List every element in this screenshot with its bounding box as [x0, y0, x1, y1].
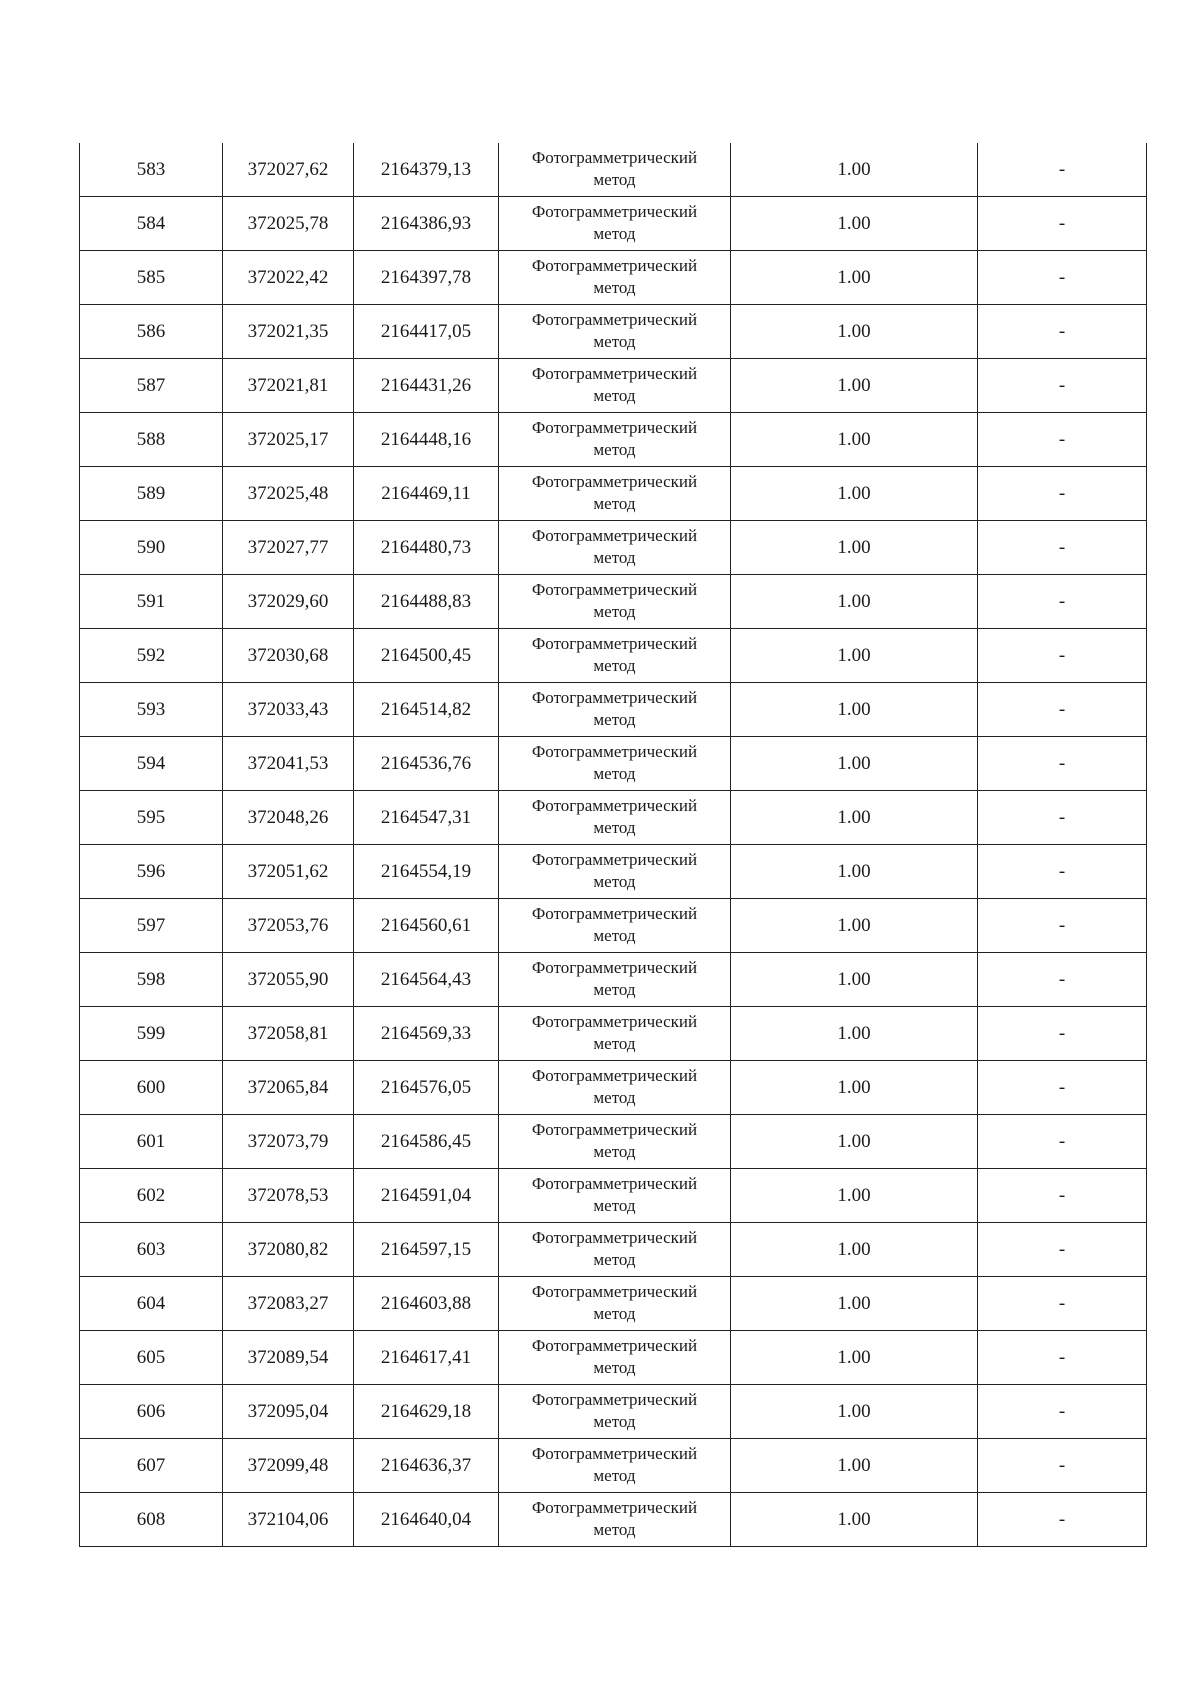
method-line-1: Фотограмметрический [531, 147, 698, 167]
point-number-cell: 597 [80, 899, 223, 953]
y-coordinate-cell: 2164536,76 [354, 737, 499, 791]
table-row [80, 143, 1147, 197]
x-coordinate-cell: 372033,43 [223, 683, 354, 737]
accuracy-cell: 1.00 [731, 1007, 978, 1061]
table-row [80, 1169, 1147, 1223]
description-cell: - [978, 1493, 1147, 1547]
y-coordinate-cell: 2164469,11 [354, 467, 499, 521]
y-coordinate-cell: 2164500,45 [354, 629, 499, 683]
method-cell [499, 359, 731, 413]
method-line-1: Фотограмметрический [531, 1227, 698, 1247]
y-coordinate-cell: 2164640,04 [354, 1493, 499, 1547]
method-line-1: Фотограмметрический [531, 1335, 698, 1355]
method-line-1: Фотограмметрический [531, 1011, 698, 1031]
x-coordinate-cell: 372058,81 [223, 1007, 354, 1061]
point-number-cell: 596 [80, 845, 223, 899]
accuracy-cell: 1.00 [731, 791, 978, 845]
description-cell: - [978, 1061, 1147, 1115]
method-cell [499, 1007, 731, 1061]
description-cell: - [978, 143, 1147, 197]
method-cell [499, 629, 731, 683]
method-line-2: метод [593, 925, 636, 945]
point-number-cell: 593 [80, 683, 223, 737]
x-coordinate-cell: 372029,60 [223, 575, 354, 629]
description-cell: - [978, 1439, 1147, 1493]
method-line-1: Фотограмметрический [531, 633, 698, 653]
y-coordinate-cell: 2164629,18 [354, 1385, 499, 1439]
y-coordinate-cell: 2164603,88 [354, 1277, 499, 1331]
accuracy-cell: 1.00 [731, 413, 978, 467]
point-number-cell: 591 [80, 575, 223, 629]
accuracy-cell: 1.00 [731, 305, 978, 359]
y-coordinate-cell: 2164564,43 [354, 953, 499, 1007]
description-cell: - [978, 575, 1147, 629]
method-line-2: метод [593, 1411, 636, 1431]
point-number-cell: 583 [80, 143, 223, 197]
method-cell [499, 197, 731, 251]
method-cell [499, 683, 731, 737]
x-coordinate-cell: 372025,78 [223, 197, 354, 251]
point-number-cell: 598 [80, 953, 223, 1007]
table-row [80, 197, 1147, 251]
x-coordinate-cell: 372053,76 [223, 899, 354, 953]
method-line-1: Фотограмметрический [531, 1119, 698, 1139]
point-number-cell: 587 [80, 359, 223, 413]
method-cell [499, 1277, 731, 1331]
table-row [80, 791, 1147, 845]
description-cell: - [978, 1385, 1147, 1439]
point-number-cell: 592 [80, 629, 223, 683]
method-cell [499, 467, 731, 521]
table-row [80, 683, 1147, 737]
table-row [80, 521, 1147, 575]
table-row [80, 1439, 1147, 1493]
accuracy-cell: 1.00 [731, 467, 978, 521]
x-coordinate-cell: 372083,27 [223, 1277, 354, 1331]
method-line-2: метод [593, 169, 636, 189]
accuracy-cell: 1.00 [731, 1115, 978, 1169]
accuracy-cell: 1.00 [731, 683, 978, 737]
method-line-1: Фотограмметрический [531, 957, 698, 977]
point-number-cell: 605 [80, 1331, 223, 1385]
accuracy-cell: 1.00 [731, 1385, 978, 1439]
y-coordinate-cell: 2164480,73 [354, 521, 499, 575]
method-line-1: Фотограмметрический [531, 903, 698, 923]
point-number-cell: 585 [80, 251, 223, 305]
accuracy-cell: 1.00 [731, 251, 978, 305]
method-line-2: метод [593, 1087, 636, 1107]
x-coordinate-cell: 372048,26 [223, 791, 354, 845]
y-coordinate-cell: 2164591,04 [354, 1169, 499, 1223]
accuracy-cell: 1.00 [731, 629, 978, 683]
x-coordinate-cell: 372073,79 [223, 1115, 354, 1169]
accuracy-cell: 1.00 [731, 359, 978, 413]
table-row [80, 1007, 1147, 1061]
description-cell: - [978, 1115, 1147, 1169]
point-number-cell: 606 [80, 1385, 223, 1439]
point-number-cell: 604 [80, 1277, 223, 1331]
accuracy-cell: 1.00 [731, 143, 978, 197]
method-line-1: Фотограмметрический [531, 687, 698, 707]
method-line-2: метод [593, 763, 636, 783]
method-cell [499, 1169, 731, 1223]
table-row [80, 1061, 1147, 1115]
table-row [80, 1223, 1147, 1277]
y-coordinate-cell: 2164431,26 [354, 359, 499, 413]
table-row [80, 467, 1147, 521]
method-line-2: метод [593, 1357, 636, 1377]
description-cell: - [978, 359, 1147, 413]
point-number-cell: 608 [80, 1493, 223, 1547]
point-number-cell: 584 [80, 197, 223, 251]
point-number-cell: 603 [80, 1223, 223, 1277]
accuracy-cell: 1.00 [731, 953, 978, 1007]
description-cell: - [978, 467, 1147, 521]
y-coordinate-cell: 2164417,05 [354, 305, 499, 359]
method-line-1: Фотограмметрический [531, 1389, 698, 1409]
table-row [80, 1115, 1147, 1169]
description-cell: - [978, 413, 1147, 467]
method-line-1: Фотограмметрический [531, 795, 698, 815]
method-line-2: метод [593, 1195, 636, 1215]
x-coordinate-cell: 372099,48 [223, 1439, 354, 1493]
method-cell [499, 1223, 731, 1277]
method-line-1: Фотограмметрический [531, 1173, 698, 1193]
method-cell [499, 791, 731, 845]
description-cell: - [978, 1277, 1147, 1331]
method-line-2: метод [593, 493, 636, 513]
description-cell: - [978, 737, 1147, 791]
description-cell: - [978, 629, 1147, 683]
method-line-2: метод [593, 1519, 636, 1539]
accuracy-cell: 1.00 [731, 899, 978, 953]
table-row [80, 1277, 1147, 1331]
method-line-1: Фотограмметрический [531, 309, 698, 329]
description-cell: - [978, 1331, 1147, 1385]
y-coordinate-cell: 2164386,93 [354, 197, 499, 251]
x-coordinate-cell: 372025,17 [223, 413, 354, 467]
point-number-cell: 586 [80, 305, 223, 359]
y-coordinate-cell: 2164488,83 [354, 575, 499, 629]
y-coordinate-cell: 2164514,82 [354, 683, 499, 737]
x-coordinate-cell: 372022,42 [223, 251, 354, 305]
point-number-cell: 588 [80, 413, 223, 467]
method-line-2: метод [593, 277, 636, 297]
table-row [80, 575, 1147, 629]
method-cell [499, 1115, 731, 1169]
x-coordinate-cell: 372025,48 [223, 467, 354, 521]
y-coordinate-cell: 2164576,05 [354, 1061, 499, 1115]
method-cell [499, 143, 731, 197]
x-coordinate-cell: 372095,04 [223, 1385, 354, 1439]
method-line-1: Фотограмметрический [531, 363, 698, 383]
x-coordinate-cell: 372080,82 [223, 1223, 354, 1277]
point-number-cell: 599 [80, 1007, 223, 1061]
x-coordinate-cell: 372027,62 [223, 143, 354, 197]
method-line-2: метод [593, 979, 636, 999]
method-cell [499, 1385, 731, 1439]
table-row [80, 845, 1147, 899]
x-coordinate-cell: 372030,68 [223, 629, 354, 683]
method-line-2: метод [593, 709, 636, 729]
method-line-2: метод [593, 1249, 636, 1269]
accuracy-cell: 1.00 [731, 1169, 978, 1223]
method-line-1: Фотограмметрический [531, 849, 698, 869]
method-line-2: метод [593, 655, 636, 675]
description-cell: - [978, 899, 1147, 953]
table-row [80, 899, 1147, 953]
coordinates-table-body [80, 143, 1147, 1547]
y-coordinate-cell: 2164636,37 [354, 1439, 499, 1493]
method-line-1: Фотограмметрический [531, 471, 698, 491]
method-cell [499, 413, 731, 467]
table-row [80, 305, 1147, 359]
method-line-2: метод [593, 871, 636, 891]
method-cell [499, 737, 731, 791]
y-coordinate-cell: 2164597,15 [354, 1223, 499, 1277]
y-coordinate-cell: 2164586,45 [354, 1115, 499, 1169]
method-line-1: Фотограмметрический [531, 1281, 698, 1301]
y-coordinate-cell: 2164617,41 [354, 1331, 499, 1385]
y-coordinate-cell: 2164554,19 [354, 845, 499, 899]
accuracy-cell: 1.00 [731, 197, 978, 251]
table-row [80, 953, 1147, 1007]
x-coordinate-cell: 372021,81 [223, 359, 354, 413]
description-cell: - [978, 791, 1147, 845]
method-line-2: метод [593, 1465, 636, 1485]
point-number-cell: 602 [80, 1169, 223, 1223]
accuracy-cell: 1.00 [731, 845, 978, 899]
method-line-2: метод [593, 817, 636, 837]
y-coordinate-cell: 2164379,13 [354, 143, 499, 197]
x-coordinate-cell: 372027,77 [223, 521, 354, 575]
accuracy-cell: 1.00 [731, 521, 978, 575]
accuracy-cell: 1.00 [731, 1493, 978, 1547]
method-line-2: метод [593, 385, 636, 405]
x-coordinate-cell: 372055,90 [223, 953, 354, 1007]
y-coordinate-cell: 2164547,31 [354, 791, 499, 845]
method-line-1: Фотограмметрический [531, 525, 698, 545]
method-line-2: метод [593, 601, 636, 621]
method-line-1: Фотограмметрический [531, 417, 698, 437]
x-coordinate-cell: 372021,35 [223, 305, 354, 359]
y-coordinate-cell: 2164560,61 [354, 899, 499, 953]
description-cell: - [978, 1169, 1147, 1223]
method-line-1: Фотограмметрический [531, 1443, 698, 1463]
method-cell [499, 1493, 731, 1547]
accuracy-cell: 1.00 [731, 1331, 978, 1385]
method-cell [499, 1331, 731, 1385]
point-number-cell: 601 [80, 1115, 223, 1169]
method-line-2: метод [593, 331, 636, 351]
accuracy-cell: 1.00 [731, 1277, 978, 1331]
table-row [80, 629, 1147, 683]
method-line-1: Фотограмметрический [531, 741, 698, 761]
method-line-2: метод [593, 223, 636, 243]
description-cell: - [978, 1007, 1147, 1061]
point-number-cell: 600 [80, 1061, 223, 1115]
method-cell [499, 521, 731, 575]
coordinates-table [79, 143, 1147, 1547]
description-cell: - [978, 305, 1147, 359]
accuracy-cell: 1.00 [731, 1061, 978, 1115]
method-cell [499, 251, 731, 305]
table-row [80, 1493, 1147, 1547]
table-row [80, 359, 1147, 413]
method-line-2: метод [593, 1033, 636, 1053]
table-row [80, 1385, 1147, 1439]
accuracy-cell: 1.00 [731, 575, 978, 629]
method-cell [499, 953, 731, 1007]
method-cell [499, 1061, 731, 1115]
point-number-cell: 595 [80, 791, 223, 845]
description-cell: - [978, 953, 1147, 1007]
method-cell [499, 575, 731, 629]
method-line-2: метод [593, 439, 636, 459]
method-cell [499, 305, 731, 359]
method-line-2: метод [593, 547, 636, 567]
y-coordinate-cell: 2164397,78 [354, 251, 499, 305]
point-number-cell: 607 [80, 1439, 223, 1493]
x-coordinate-cell: 372089,54 [223, 1331, 354, 1385]
description-cell: - [978, 197, 1147, 251]
method-line-2: метод [593, 1141, 636, 1161]
point-number-cell: 594 [80, 737, 223, 791]
method-line-1: Фотограмметрический [531, 201, 698, 221]
method-line-1: Фотограмметрический [531, 255, 698, 275]
accuracy-cell: 1.00 [731, 737, 978, 791]
x-coordinate-cell: 372041,53 [223, 737, 354, 791]
point-number-cell: 590 [80, 521, 223, 575]
method-cell [499, 845, 731, 899]
table-row [80, 413, 1147, 467]
description-cell: - [978, 521, 1147, 575]
method-line-1: Фотограмметрический [531, 1065, 698, 1085]
x-coordinate-cell: 372078,53 [223, 1169, 354, 1223]
table-row [80, 251, 1147, 305]
y-coordinate-cell: 2164448,16 [354, 413, 499, 467]
method-line-2: метод [593, 1303, 636, 1323]
accuracy-cell: 1.00 [731, 1223, 978, 1277]
table-row [80, 1331, 1147, 1385]
x-coordinate-cell: 372104,06 [223, 1493, 354, 1547]
description-cell: - [978, 1223, 1147, 1277]
method-cell [499, 1439, 731, 1493]
method-cell [499, 899, 731, 953]
description-cell: - [978, 683, 1147, 737]
accuracy-cell: 1.00 [731, 1439, 978, 1493]
method-line-1: Фотограмметрический [531, 1497, 698, 1517]
x-coordinate-cell: 372065,84 [223, 1061, 354, 1115]
description-cell: - [978, 251, 1147, 305]
x-coordinate-cell: 372051,62 [223, 845, 354, 899]
method-line-1: Фотограмметрический [531, 579, 698, 599]
point-number-cell: 589 [80, 467, 223, 521]
table-row [80, 737, 1147, 791]
y-coordinate-cell: 2164569,33 [354, 1007, 499, 1061]
description-cell: - [978, 845, 1147, 899]
